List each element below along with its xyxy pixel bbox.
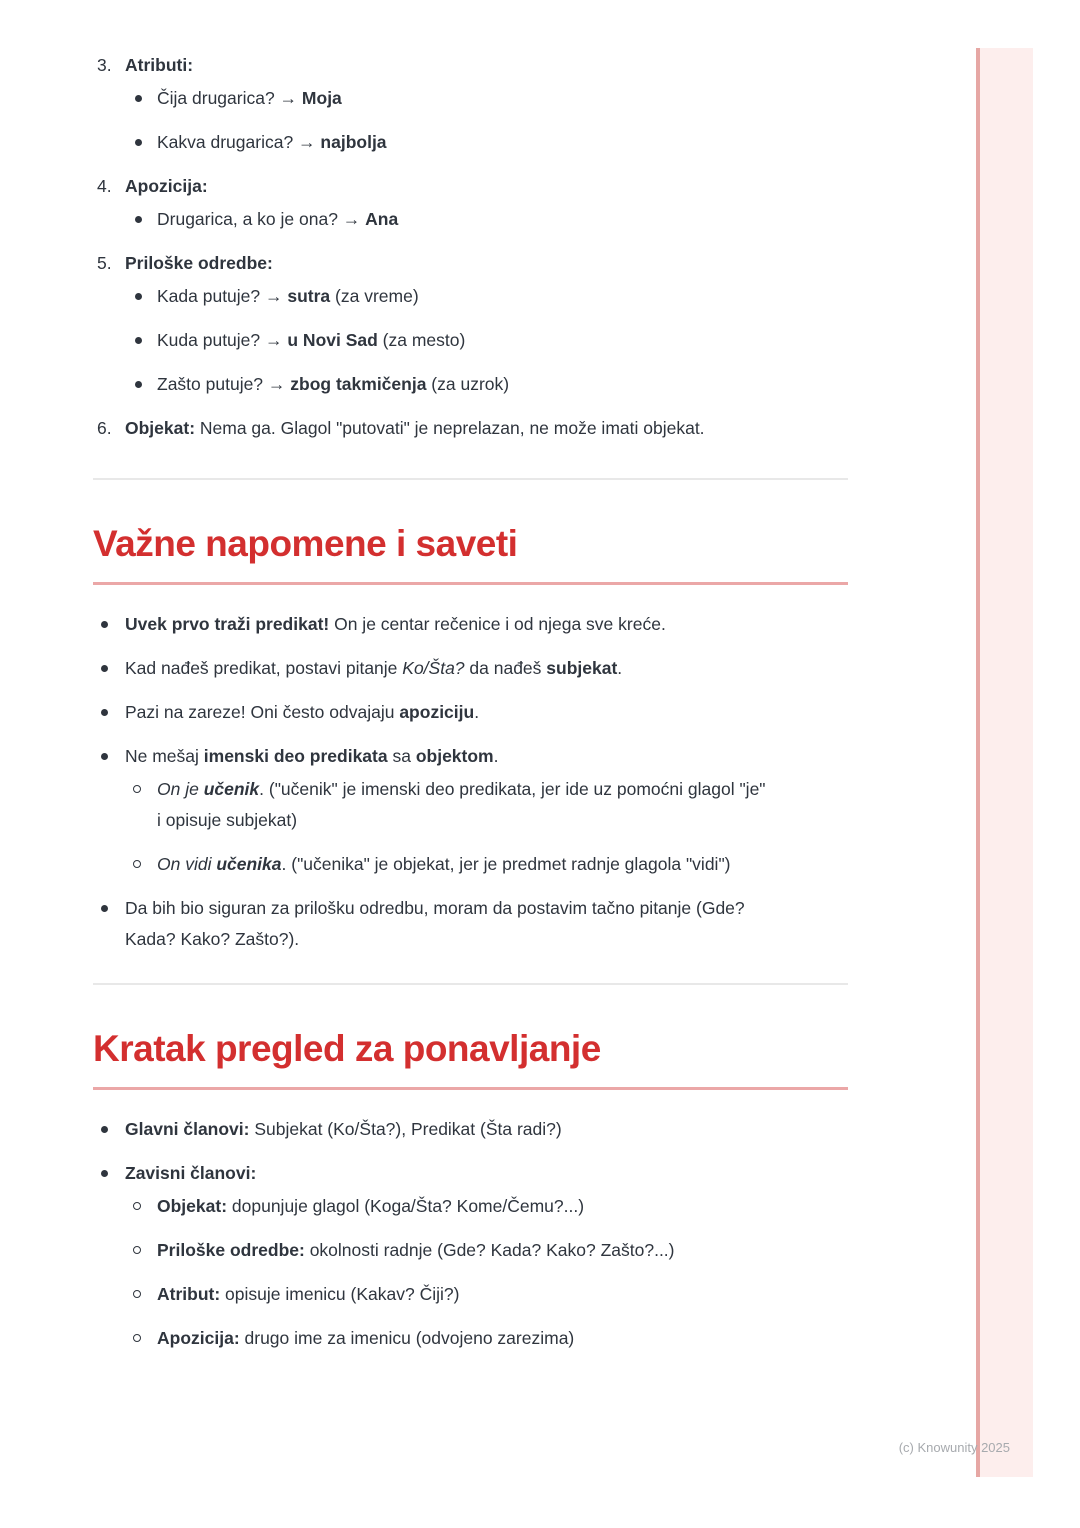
sub-bullet-text: Objekat: dopunjuje glagol (Koga/Šta? Kome/Čemu?...) [157, 1196, 585, 1216]
numbered-item-atributi [93, 50, 848, 81]
bullet-item [93, 127, 848, 158]
bullet-text: Čija drugarica? → Moja [157, 88, 342, 108]
page-edge-stripe [976, 48, 1033, 1477]
bullet-text: Glavni članovi: Subjekat (Ko/Šta?), Predikat (Šta radi?) [125, 1119, 562, 1139]
section-heading-notes: Važne napomene i saveti [93, 523, 518, 564]
bullet-text: Ne mešaj imenski deo predikata sa objektom. [125, 746, 499, 766]
sub-bullet-text: Atribut: opisuje imenicu (Kakav? Čiji?) [157, 1284, 460, 1304]
item-title: Apozicija: [125, 176, 208, 196]
item-title: Atributi: [125, 55, 194, 75]
numbered-item-apozicija [93, 171, 848, 202]
bullet-item [93, 609, 848, 640]
bullet-text: Drugarica, a ko je ona? → Ana [157, 209, 399, 229]
sub-bullet-item [93, 1323, 848, 1354]
bullet-text: Da bih bio siguran za prilošku odredbu, moram da postavim tačno pitanje (Gde? Kada? Kako? Zašto?). [125, 898, 745, 949]
bullet-item [93, 204, 848, 235]
bullet-text: Pazi na zareze! Oni često odvajaju apoziciju. [125, 702, 480, 722]
document-content [93, 0, 848, 1367]
bullet-text: Zavisni članovi: [125, 1163, 257, 1183]
heading-underline [93, 1087, 848, 1090]
bullet-text: Kada putuje? → sutra (za vreme) [157, 286, 419, 306]
heading-underline [93, 582, 848, 585]
bullet-item [93, 893, 773, 955]
sub-bullet-text: Priloške odredbe: okolnosti radnje (Gde? Kada? Kako? Zašto?...) [157, 1240, 675, 1260]
bullet-item [93, 325, 848, 356]
numbered-item-objekat [93, 413, 848, 444]
sub-bullet-text: On vidi učenika. ("učenika" je objekat, jer je predmet radnje glagola "vidi") [157, 854, 731, 874]
bullet-item [93, 741, 848, 772]
sub-bullet-text: Apozicija: drugo ime za imenicu (odvojeno zarezima) [157, 1328, 575, 1348]
section-divider [93, 478, 848, 480]
bullet-text: Uvek prvo traži predikat! On je centar rečenice i od njega sve kreće. [125, 614, 666, 634]
bullet-item [93, 281, 848, 312]
sub-bullet-item [93, 1191, 848, 1222]
bullet-text: Kad nađeš predikat, postavi pitanje Ko/Šta? da nađeš subjekat. [125, 658, 623, 678]
sub-bullet-text: On je učenik. ("učenik" je imenski deo predikata, jer ide uz pomoćni glagol "je" i opisuje subjekat) [157, 779, 766, 830]
section-heading-review: Kratak pregled za ponavljanje [93, 1028, 601, 1069]
bullet-text: Kakva drugarica? → najbolja [157, 132, 387, 152]
bullet-item [93, 653, 848, 684]
item-title: Priloške odredbe: [125, 253, 273, 273]
item-number: 5. [97, 253, 112, 273]
bullet-item [93, 83, 848, 114]
bullet-item [93, 369, 848, 400]
bullet-item [93, 1114, 848, 1145]
item-number: 6. [97, 418, 112, 438]
bullet-text: Zašto putuje? → zbog takmičenja (za uzrok) [157, 374, 510, 394]
sub-bullet-item [93, 774, 773, 836]
section-divider [93, 983, 848, 985]
sub-bullet-item [93, 1279, 848, 1310]
numbered-item-priloske-odredbe [93, 248, 848, 279]
copyright-watermark: (c) Knowunity 2025 [898, 1440, 1010, 1455]
sub-bullet-item [93, 1235, 848, 1266]
bullet-item [93, 1158, 848, 1189]
item-title: Objekat: Nema ga. Glagol "putovati" je neprelazan, ne može imati objekat. [125, 418, 705, 438]
item-number: 3. [97, 55, 112, 75]
sub-bullet-item [93, 849, 773, 880]
bullet-text: Kuda putuje? → u Novi Sad (za mesto) [157, 330, 466, 350]
item-number: 4. [97, 176, 112, 196]
bullet-item [93, 697, 848, 728]
